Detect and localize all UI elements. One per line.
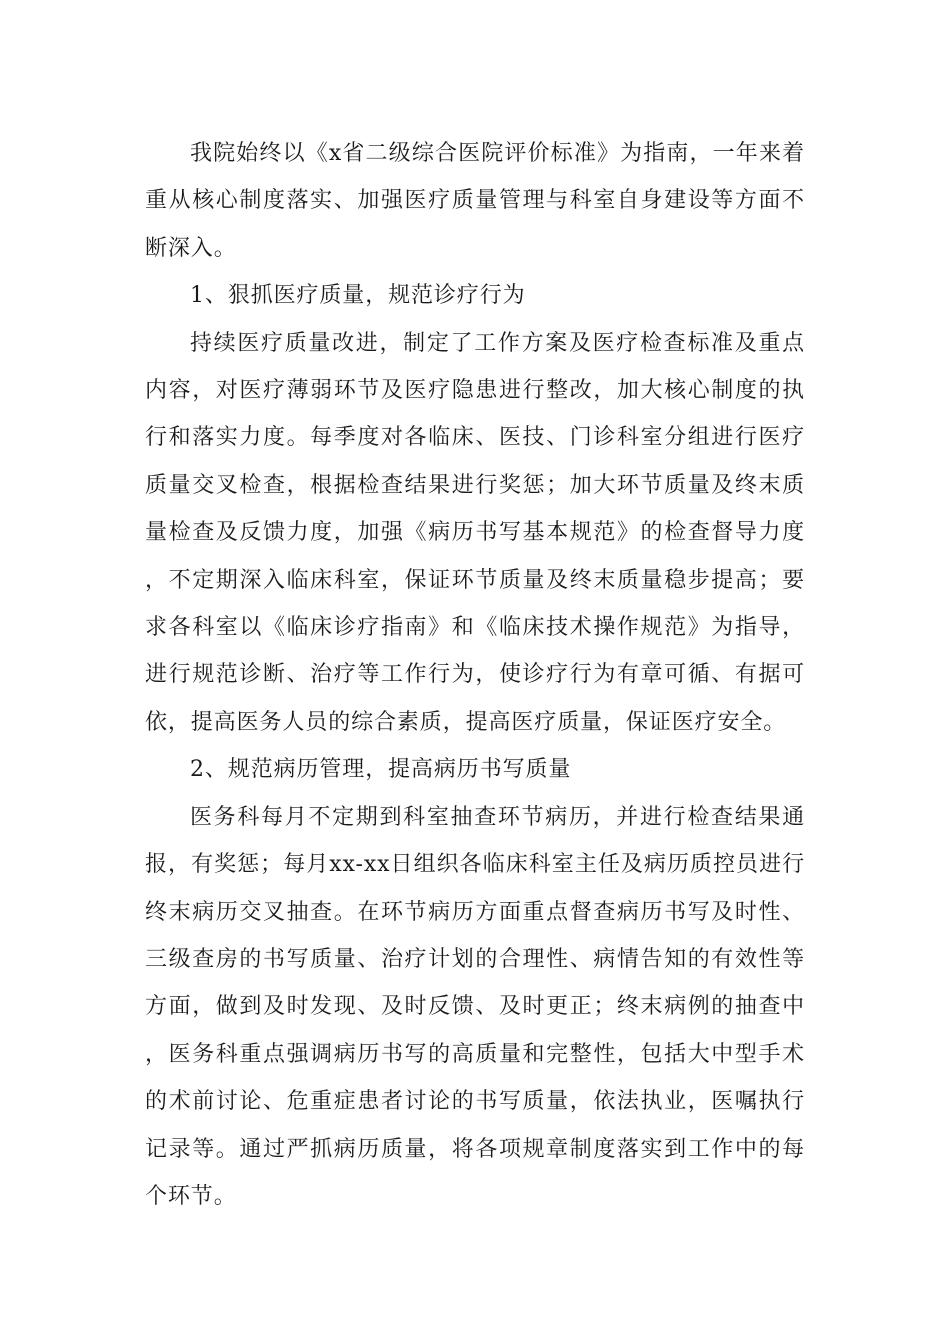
intro-paragraph: 我院始终以《x省二级综合医院评价标准》为指南，一年来着重从核心制度落实、加强医疗质量管理与科室自身建设等方面不断深入。: [145, 141, 805, 261]
document-body: [145, 130, 805, 1220]
section-2-paragraph: 医务科每月不定期到科室抽查环节病历，并进行检查结果通报，有奖惩；每月xx-xx日组织各临床科室主任及病历质控员进行终末病历交叉抽查。在环节病历方面重点督查病历书写及时性、三级查房的书写质量、治疗计划的合理性、病情告知的有效性等方面，做到及时发现、及时反馈、及时更正；终末病例的抽查中，医务科重点强调病历书写的高质量和完整性，包括大中型手术的术前讨论、危重症患者讨论的书写质量，依法执业，医嘱执行记录等。通过严抓病历质量，将各项规章制度落实到工作中的每个环节。: [145, 804, 805, 1209]
section-heading-2: 2、规范病历管理，提高病历书写质量: [190, 757, 572, 783]
section-1-paragraph: 持续医疗质量改进，制定了工作方案及医疗检查标准及重点内容，对医疗薄弱环节及医疗隐患进行整改，加大核心制度的执行和落实力度。每季度对各临床、医技、门诊科室分组进行医疗质量交叉检查，根据检查结果进行奖惩；加大环节质量及终末质量检查及反馈力度，加强《病历书写基本规范》的检查督导力度，不定期深入临床科室，保证环节质量及终末质量稳步提高；要求各科室以《临床诊疗指南》和《临床技术操作规范》为指导，进行规范诊断、治疗等工作行为，使诊疗行为有章可循、有据可依，提高医务人员的综合素质，提高医疗质量，保证医疗安全。: [145, 330, 805, 735]
section-heading-1: 1、狠抓医疗质量，规范诊疗行为: [190, 283, 526, 309]
